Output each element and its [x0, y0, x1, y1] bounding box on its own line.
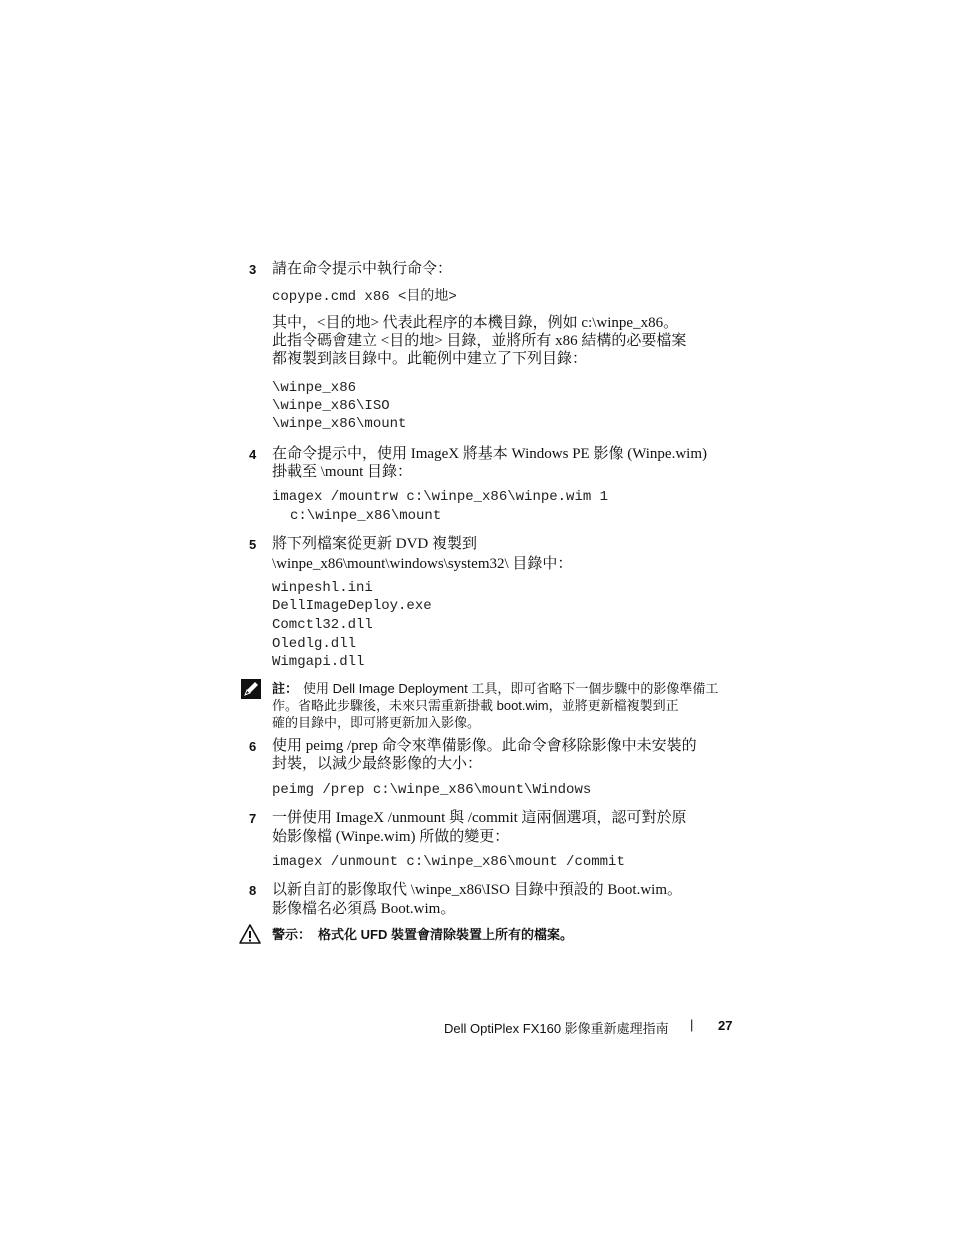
- code-line: copype.cmd x86 <目的地>: [272, 289, 457, 305]
- step-text: \winpe_x86\mount\windows\system32\ 目錄中：: [272, 556, 573, 572]
- note-label: 註：: [272, 681, 299, 696]
- code-line: imagex /mountrw c:\winpe_x86\winpe.wim 1: [272, 489, 609, 505]
- footer-title: Dell OptiPlex FX160 影像重新處理指南: [444, 1021, 669, 1036]
- warning-label: 警示：: [272, 927, 312, 942]
- step-text: 掛載至 \mount 目錄：: [272, 464, 413, 480]
- step-text: 影像檔名必須爲 Boot.wim。: [272, 901, 456, 917]
- step-number: 7: [249, 811, 257, 826]
- code-line: winpeshl.ini: [272, 580, 373, 596]
- step-text: 封裝，以減少最終影像的大小：: [272, 756, 483, 772]
- footer-separator: |: [690, 1017, 694, 1032]
- warning-text: 格式化 UFD 裝置會清除裝置上所有的檔案。: [318, 927, 573, 942]
- code-line: \winpe_x86: [272, 380, 357, 396]
- note-text: 使用 Dell Image Deployment 工具，即可省略下一個步驟中的影像準備工: [303, 681, 719, 696]
- code-line: \winpe_x86\ISO: [272, 398, 390, 414]
- note-text: 確的目錄中，即可將更新加入影像。: [272, 715, 481, 730]
- step-number: 3: [249, 262, 257, 277]
- code-line: c:\winpe_x86\mount: [290, 508, 442, 524]
- step-number: 4: [249, 447, 257, 462]
- pencil-note-icon: [240, 678, 262, 704]
- code-line: peimg /prep c:\winpe_x86\mount\Windows: [272, 782, 592, 798]
- step-text: 將下列檔案從更新 DVD 複製到: [272, 536, 477, 552]
- page-number: 27: [718, 1018, 733, 1033]
- code-line: imagex /unmount c:\winpe_x86\mount /commit: [272, 854, 625, 870]
- code-line: Wimgapi.dll: [272, 654, 365, 670]
- warning-triangle-icon: [238, 923, 262, 949]
- step-number: 5: [249, 537, 257, 552]
- step-text: 請在命令提示中執行命令：: [272, 261, 453, 277]
- code-line: DellImageDeploy.exe: [272, 598, 432, 614]
- step-text: 使用 peimg /prep 命令來準備影像。此命令會移除影像中未安裝的: [272, 738, 697, 754]
- step-text: 一併使用 ImageX /unmount 與 /commit 這兩個選項，認可對於原: [272, 810, 687, 826]
- step-text: 此指令碼會建立 <目的地> 目錄，並將所有 x86 結構的必要檔案: [272, 333, 687, 349]
- step-text: 以新自訂的影像取代 \winpe_x86\ISO 目錄中預設的 Boot.wim。: [272, 882, 683, 898]
- step-number: 6: [249, 739, 257, 754]
- code-line: Comctl32.dll: [272, 617, 373, 633]
- code-line: Oledlg.dll: [272, 636, 357, 652]
- step-text: 其中，<目的地> 代表此程序的本機目錄，例如 c:\winpe_x86。: [272, 315, 679, 331]
- step-text: 始影像檔 (Winpe.wim) 所做的變更：: [272, 829, 510, 845]
- step-number: 8: [249, 883, 257, 898]
- step-text: 在命令提示中，使用 ImageX 將基本 Windows PE 影像 (Winpe.wim): [272, 446, 708, 462]
- note-text: 作。省略此步驟後，未來只需重新掛載 boot.wim，並將更新檔複製到正: [272, 698, 679, 713]
- step-text: 都複製到該目錄中。此範例中建立了下列目錄：: [272, 351, 588, 367]
- code-line: \winpe_x86\mount: [272, 416, 407, 432]
